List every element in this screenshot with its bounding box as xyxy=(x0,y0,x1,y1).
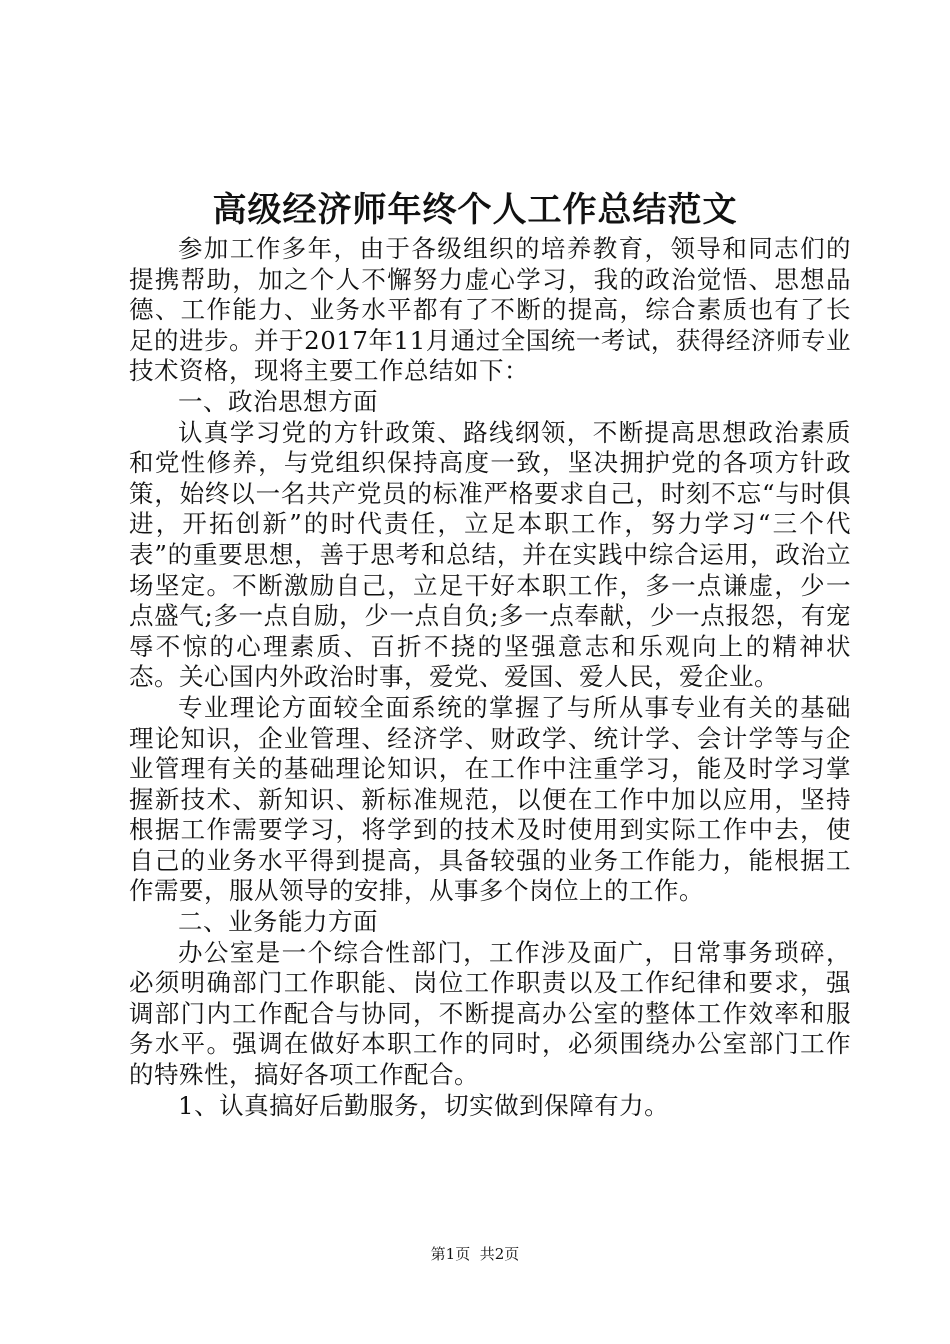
page-footer xyxy=(0,1244,950,1264)
section-heading-politics: 一、政治思想方面 xyxy=(178,386,378,416)
document-title: 高级经济师年终个人工作总结范文 xyxy=(212,190,738,230)
paragraph-theory: 专业理论方面较全面系统的掌握了与所从事专业有关的基础理论知识，企业管理、经济学、财政学、统计学、会计学等与企业管理有关的基础理论知识，在工作中注重学习，能及时学习掌握新技术、新知识、新标准规范，以便在工作中加以应用，坚持根据工作需要学习，将学到的技术及时使用到实际工作中去，使自己的业务水平得到提高，具备较强的业务工作能力，能根据工作需要，服从领导的安排，从事多个岗位上的工作。 xyxy=(129,692,851,906)
paragraph-intro: 参加工作多年，由于各级组织的培养教育，领导和同志们的提携帮助，加之个人不懈努力虚心学习，我的政治觉悟、思想品德、工作能力、业务水平都有了不断的提高，综合素质也有了长足的进步。并于2017年11月通过全国统一考试，获得经济师专业技术资格，现将主要工作总结如下： xyxy=(129,234,851,386)
paragraph-office: 办公室是一个综合性部门，工作涉及面广，日常事务琐碎，必须明确部门工作职能、岗位工作职责以及工作纪律和要求，强调部门内工作配合与协同，不断提高办公室的整体工作效率和服务水平。强调在做好本职工作的同时，必须围绕办公室部门工作的特殊性，搞好各项工作配合。 xyxy=(129,937,851,1090)
page-total: 共2页 xyxy=(479,1245,520,1263)
paragraph-politics: 认真学习党的方针政策、路线纲领，不断提高思想政治素质和党性修养，与党组织保持高度一致，坚决拥护党的各项方针政策，始终以一名共产党员的标准严格要求自己，时刻不忘“与时俱进，开拓创新”的时代责任，立足本职工作，努力学习“三个代表”的重要思想，善于思考和总结，并在实践中综合运用，政治立场坚定。不断激励自己，立足干好本职工作，多一点谦虚，少一点盛气;多一点自励，少一点自负;多一点奉献，少一点报怨，有宠辱不惊的心理素质、百折不挠的坚强意志和乐观向上的精神状态。关心国内外政治时事，爱党、爱国、爱人民，爱企业。 xyxy=(129,417,851,692)
section-heading-business: 二、业务能力方面 xyxy=(178,907,378,937)
page-number: 第1页 xyxy=(430,1245,471,1263)
list-item-logistics: 1、认真搞好后勤服务，切实做到保障有力。 xyxy=(178,1090,670,1120)
document-body xyxy=(129,234,851,1121)
footer-spacer xyxy=(470,1245,480,1263)
